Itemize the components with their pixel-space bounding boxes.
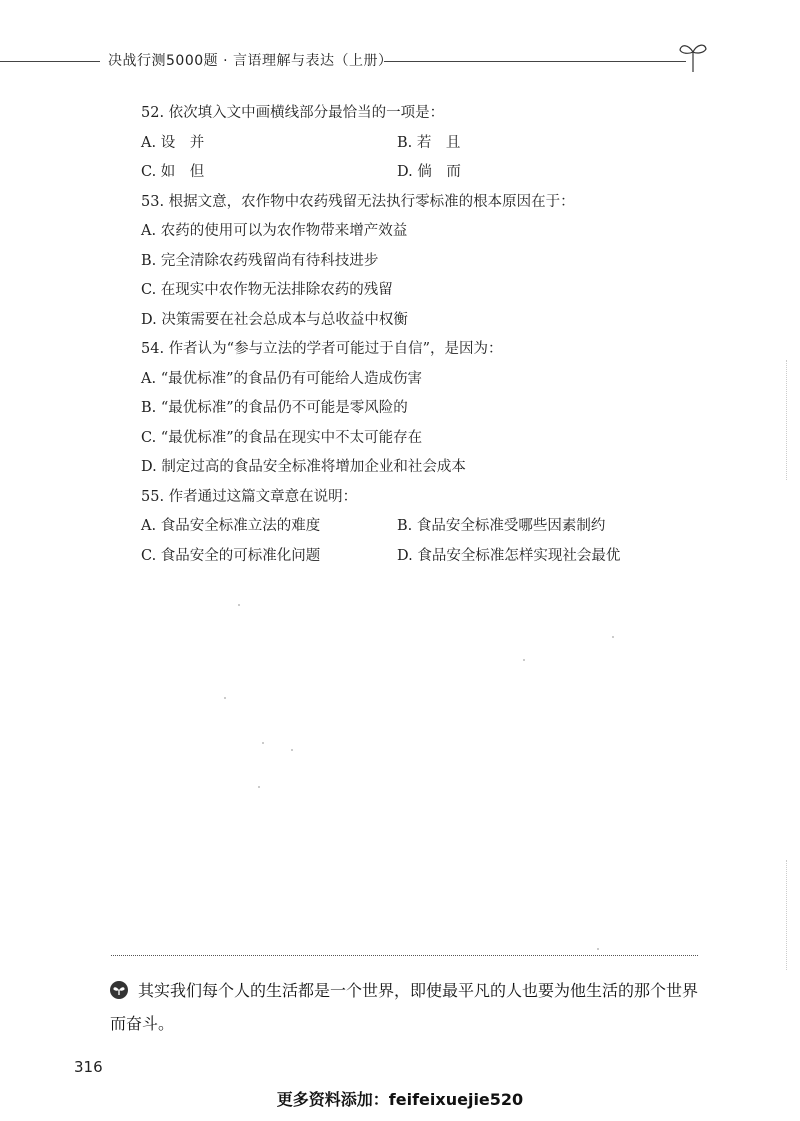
quote-text: 其实我们每个人的生活都是一个世界，即使最平凡的人也要为他生活的那个世界而奋斗。 [110, 981, 699, 1033]
option-b: B. “最优标准”的食品仍不可能是零风险的 [141, 400, 408, 416]
option-d: D. 倘 而 [397, 164, 461, 180]
option-d: D. 决策需要在社会总成本与总收益中权衡 [141, 311, 408, 328]
option-c: C. 如 但 [141, 164, 205, 180]
option-row [141, 512, 681, 542]
scan-speck [523, 659, 525, 661]
option-b: B. 食品安全标准受哪些因素制约 [397, 518, 606, 534]
option-row [141, 542, 681, 572]
question-stem: 52. 依次填入文中画横线部分最恰当的一项是： [141, 105, 445, 121]
scan-speck [258, 786, 260, 788]
option-c: C. 在现实中农作物无法排除农药的残留 [141, 282, 393, 298]
option-d: D. 制定过高的食品安全标准将增加企业和社会成本 [141, 459, 466, 475]
dotted-divider [111, 955, 698, 956]
option-c: C. “最优标准”的食品在现实中不太可能存在 [141, 429, 423, 446]
option-b: B. 完全清除农药残留尚有待科技进步 [141, 252, 379, 269]
scan-edge-marks [786, 860, 788, 970]
question-stem: 53. 根据文意，农作物中农药残留无法执行零标准的根本原因在于： [141, 193, 575, 210]
option-a: A. 农药的使用可以为农作物带来增产效益 [141, 223, 408, 239]
option-b: B. 若 且 [397, 134, 461, 151]
option-a: A. 设 并 [141, 134, 205, 151]
scan-speck [612, 636, 614, 638]
watermark-text: 更多资料添加：feifeixuejie520 [276, 1090, 524, 1109]
scan-speck [238, 604, 240, 606]
motto-quote [110, 974, 710, 1040]
option-a: A. 食品安全标准立法的难度 [141, 518, 321, 534]
option-a: A. “最优标准”的食品仍有可能给人造成伤害 [141, 370, 423, 387]
header-rule-left [0, 61, 100, 62]
question-stem: 55. 作者通过这篇文章意在说明： [141, 488, 358, 505]
option-c: C. 食品安全的可标准化问题 [141, 547, 321, 564]
book-title: 决战行测5000题 · 言语理解与表达（上册） [108, 53, 393, 69]
option-row [141, 129, 681, 159]
header-rule-right [384, 61, 686, 62]
option-d: D. 食品安全标准怎样实现社会最优 [397, 547, 621, 564]
option-row [141, 158, 681, 188]
sprout-icon [110, 981, 128, 999]
running-header [0, 48, 800, 74]
scan-edge-marks [786, 360, 788, 480]
question-stem: 54. 作者认为“参与立法的学者可能过于自信”，是因为： [141, 341, 503, 357]
scan-speck [262, 742, 264, 744]
question-block [141, 99, 681, 571]
page-number: 316 [74, 1058, 103, 1076]
scan-speck [224, 697, 226, 699]
scan-speck [597, 948, 599, 950]
sprout-icon [678, 38, 708, 72]
scan-speck [291, 749, 293, 751]
